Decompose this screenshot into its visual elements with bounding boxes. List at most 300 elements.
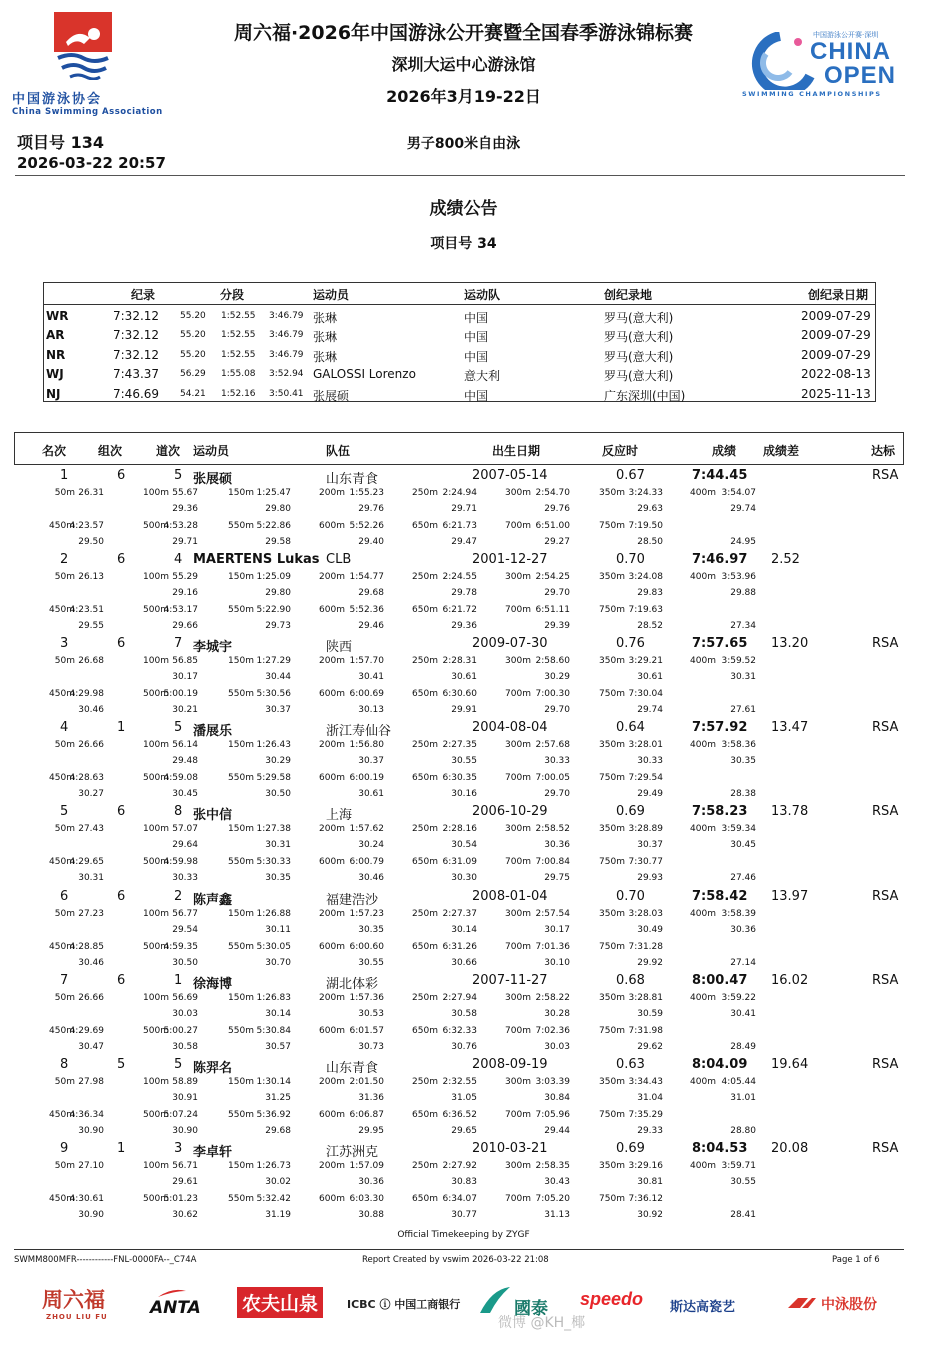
result-dob: 2008-01-04 bbox=[472, 888, 548, 904]
split-lap: 31.13 bbox=[544, 1209, 570, 1220]
split-cumulative: 4:28.63 bbox=[69, 773, 104, 784]
split-cumulative: 5:36.92 bbox=[256, 1109, 291, 1120]
split-distance: 200m bbox=[319, 740, 345, 751]
split-distance: 100m bbox=[143, 1160, 169, 1171]
record-place: 罗马(意大利) bbox=[604, 369, 674, 384]
split-distance: 650m bbox=[412, 773, 438, 784]
split-lap: 29.91 bbox=[451, 705, 477, 716]
result-heat: 1 bbox=[117, 720, 126, 736]
split-cumulative: 5:00.19 bbox=[163, 689, 198, 700]
split-distance: 750m bbox=[599, 1193, 625, 1204]
split-distance: 550m bbox=[228, 689, 254, 700]
result-dob: 2010-03-21 bbox=[472, 1140, 548, 1156]
split-lap: 30.31 bbox=[265, 840, 291, 851]
split-lap: 30.58 bbox=[451, 1008, 477, 1019]
split-distance: 400m bbox=[690, 740, 716, 751]
event-number: 项目号 134 bbox=[17, 133, 104, 152]
result-diff: 19.64 bbox=[771, 1056, 809, 1072]
split-cumulative: 6:30.60 bbox=[442, 689, 477, 700]
sponsor-sidagao: 斯达高瓷艺 bbox=[670, 1300, 736, 1315]
split-distance: 50m bbox=[54, 992, 75, 1003]
split-cumulative: 2:58.60 bbox=[535, 656, 570, 667]
split-distance: 150m bbox=[228, 908, 254, 919]
record-s3: 3:46.79 bbox=[269, 349, 304, 360]
split-lap: 29.74 bbox=[730, 504, 756, 514]
split-lap: 29.83 bbox=[637, 588, 663, 599]
split-lap: 30.43 bbox=[544, 1176, 570, 1187]
result-rank: 4 bbox=[60, 720, 69, 736]
split-distance: 250m bbox=[412, 740, 438, 751]
split-lap: 30.33 bbox=[637, 756, 663, 767]
split-distance: 350m bbox=[599, 992, 625, 1003]
split-lap: 30.35 bbox=[265, 873, 291, 884]
split-lap: 30.50 bbox=[172, 957, 198, 968]
result-name: 陈声鑫 bbox=[193, 892, 233, 908]
split-distance: 200m bbox=[319, 656, 345, 667]
split-distance: 250m bbox=[412, 992, 438, 1003]
record-row bbox=[43, 307, 876, 326]
split-lap: 29.50 bbox=[78, 537, 104, 547]
record-athlete: 张琳 bbox=[313, 330, 338, 345]
split-distance: 550m bbox=[228, 1109, 254, 1120]
split-lap: 28.49 bbox=[730, 1041, 756, 1052]
split-lap: 30.76 bbox=[451, 1041, 477, 1052]
split-lap: 29.40 bbox=[358, 537, 384, 547]
result-heat: 1 bbox=[117, 1140, 126, 1156]
split-distance: 700m bbox=[505, 773, 531, 784]
announcement-title: 成绩公告 bbox=[429, 199, 498, 219]
split-lap: 30.30 bbox=[451, 873, 477, 884]
split-lap: 30.46 bbox=[358, 873, 384, 884]
split-distance: 500m bbox=[143, 1109, 169, 1120]
split-cumulative: 7:05.20 bbox=[535, 1193, 570, 1204]
split-distance: 550m bbox=[228, 521, 254, 531]
split-distance: 100m bbox=[143, 488, 169, 498]
split-lap: 31.36 bbox=[358, 1092, 384, 1103]
result-heat: 6 bbox=[117, 888, 126, 904]
split-cumulative: 2:32.55 bbox=[442, 1076, 477, 1087]
split-cumulative: 5:22.86 bbox=[256, 521, 291, 531]
result-name: 张展硕 bbox=[193, 472, 233, 487]
split-cumulative: 3:28.89 bbox=[628, 824, 663, 835]
result-main-line bbox=[14, 1141, 904, 1159]
split-cumulative: 1:27.38 bbox=[256, 824, 291, 835]
result-heat: 6 bbox=[117, 636, 126, 652]
split-cumulative: 6:51.11 bbox=[535, 605, 570, 616]
report-created: Report Created by vswim 2026-03-22 21:08 bbox=[362, 1255, 549, 1265]
split-lap: 29.74 bbox=[637, 705, 663, 716]
record-s1: 55.20 bbox=[180, 330, 206, 341]
result-main-line bbox=[14, 804, 904, 822]
result-time: 7:57.65 bbox=[692, 636, 748, 652]
results-header-rank: 名次 bbox=[42, 444, 67, 458]
split-distance: 100m bbox=[143, 1076, 169, 1087]
record-row bbox=[43, 385, 876, 404]
split-distance: 600m bbox=[319, 1109, 345, 1120]
sponsor-zhouliufu: 周六福 bbox=[42, 1288, 105, 1312]
record-code: AR bbox=[46, 328, 65, 343]
split-distance: 700m bbox=[505, 1109, 531, 1120]
split-cumulative: 7:35.29 bbox=[628, 1109, 663, 1120]
split-distance: 250m bbox=[412, 908, 438, 919]
split-cumulative: 3:29.16 bbox=[628, 1160, 663, 1171]
split-lap: 29.44 bbox=[544, 1125, 570, 1136]
records-header-line bbox=[43, 304, 876, 305]
result-main-line bbox=[14, 720, 904, 738]
split-cumulative: 55.29 bbox=[172, 572, 198, 583]
split-cumulative: 6:21.73 bbox=[442, 521, 477, 531]
split-distance: 400m bbox=[690, 572, 716, 583]
record-code: NJ bbox=[46, 386, 61, 401]
split-cumulative: 2:54.70 bbox=[535, 488, 570, 498]
split-distance: 300m bbox=[505, 656, 531, 667]
china-open-subtitle: SWIMMING CHAMPIONSHIPS bbox=[742, 90, 882, 98]
records-header-place: 创纪录地 bbox=[604, 288, 653, 302]
results-header-team: 队伍 bbox=[326, 444, 351, 458]
record-row bbox=[43, 365, 876, 384]
split-lap: 30.91 bbox=[172, 1092, 198, 1103]
split-distance: 250m bbox=[412, 824, 438, 835]
split-distance: 550m bbox=[228, 605, 254, 616]
result-row bbox=[14, 1141, 904, 1225]
split-cumulative: 1:26.43 bbox=[256, 740, 291, 751]
split-cumulative: 2:28.16 bbox=[442, 824, 477, 835]
split-distance: 650m bbox=[412, 1193, 438, 1204]
result-rank: 9 bbox=[60, 1140, 69, 1156]
result-rt: 0.69 bbox=[616, 804, 645, 820]
split-cumulative: 3:28.01 bbox=[628, 740, 663, 751]
split-distance: 550m bbox=[228, 1193, 254, 1204]
split-cumulative: 4:53.17 bbox=[163, 605, 198, 616]
split-lap: 28.52 bbox=[637, 621, 663, 632]
split-cumulative: 3:59.34 bbox=[721, 824, 756, 835]
page-number: Page 1 of 6 bbox=[832, 1255, 880, 1265]
split-lap: 30.11 bbox=[265, 924, 291, 935]
split-lap: 30.33 bbox=[172, 873, 198, 884]
split-lap: 30.46 bbox=[78, 705, 104, 716]
record-date: 2009-07-29 bbox=[801, 309, 871, 323]
split-distance: 450m bbox=[49, 521, 75, 531]
results-header-dob: 出生日期 bbox=[492, 444, 541, 458]
split-cumulative: 7:00.84 bbox=[535, 857, 570, 868]
split-lap: 30.14 bbox=[451, 924, 477, 935]
split-lap: 29.62 bbox=[637, 1041, 663, 1052]
result-diff: 20.08 bbox=[771, 1140, 809, 1156]
record-time: 7:32.12 bbox=[113, 328, 160, 343]
split-lap: 29.75 bbox=[544, 873, 570, 884]
split-distance: 350m bbox=[599, 908, 625, 919]
sponsor-icbc: ICBC ⓘ 中国工商银行 bbox=[347, 1298, 461, 1311]
split-cumulative: 6:36.52 bbox=[442, 1109, 477, 1120]
china-open-word-china: CHINA bbox=[810, 38, 891, 65]
split-distance: 350m bbox=[599, 488, 625, 498]
record-team: 中国 bbox=[464, 349, 489, 364]
split-lap: 30.36 bbox=[544, 840, 570, 851]
split-cumulative: 5:30.33 bbox=[256, 857, 291, 868]
split-lap: 30.36 bbox=[358, 1176, 384, 1187]
result-lane: 5 bbox=[174, 1056, 183, 1072]
split-cumulative: 5:29.58 bbox=[256, 773, 291, 784]
result-main-line bbox=[14, 1057, 904, 1075]
split-cumulative: 2:27.94 bbox=[442, 992, 477, 1003]
result-dob: 2008-09-19 bbox=[472, 1056, 548, 1072]
split-distance: 50m bbox=[54, 1076, 75, 1087]
split-lap: 29.27 bbox=[544, 537, 570, 547]
split-cumulative: 6:51.00 bbox=[535, 521, 570, 531]
split-cumulative: 2:27.35 bbox=[442, 740, 477, 751]
split-cumulative: 7:19.50 bbox=[628, 521, 663, 531]
split-lap: 29.54 bbox=[172, 924, 198, 935]
record-s3: 3:46.79 bbox=[269, 330, 304, 341]
split-lap: 30.13 bbox=[358, 705, 384, 716]
record-row bbox=[43, 326, 876, 345]
split-distance: 100m bbox=[143, 656, 169, 667]
split-distance: 550m bbox=[228, 773, 254, 784]
split-lap: 30.49 bbox=[637, 924, 663, 935]
split-lap: 29.80 bbox=[265, 588, 291, 599]
split-cumulative: 3:24.08 bbox=[628, 572, 663, 583]
split-lap: 27.34 bbox=[730, 621, 756, 632]
split-distance: 550m bbox=[228, 941, 254, 952]
split-lap: 30.83 bbox=[451, 1176, 477, 1187]
result-main-line bbox=[14, 636, 904, 654]
split-distance: 200m bbox=[319, 824, 345, 835]
record-s2: 1:52.16 bbox=[221, 388, 256, 399]
record-time: 7:43.37 bbox=[113, 367, 160, 382]
result-diff: 13.20 bbox=[771, 636, 809, 652]
result-dob: 2001-12-27 bbox=[472, 552, 548, 568]
split-cumulative: 27.23 bbox=[78, 908, 104, 919]
split-lap: 29.63 bbox=[637, 504, 663, 514]
split-distance: 750m bbox=[599, 773, 625, 784]
split-distance: 700m bbox=[505, 605, 531, 616]
record-team: 中国 bbox=[464, 388, 489, 403]
result-lane: 8 bbox=[174, 804, 183, 820]
anta-swoosh-icon bbox=[156, 1287, 188, 1299]
split-lap: 30.61 bbox=[358, 789, 384, 800]
split-distance: 500m bbox=[143, 605, 169, 616]
split-cumulative: 2:28.31 bbox=[442, 656, 477, 667]
record-s3: 3:50.41 bbox=[269, 388, 304, 399]
split-lap: 30.45 bbox=[172, 789, 198, 800]
split-distance: 450m bbox=[49, 605, 75, 616]
split-distance: 200m bbox=[319, 992, 345, 1003]
split-distance: 50m bbox=[54, 824, 75, 835]
split-lap: 30.54 bbox=[451, 840, 477, 851]
split-lap: 29.73 bbox=[265, 621, 291, 632]
split-cumulative: 26.68 bbox=[78, 656, 104, 667]
split-cumulative: 27.10 bbox=[78, 1160, 104, 1171]
result-team: 上海 bbox=[326, 808, 353, 824]
records-header-team: 运动队 bbox=[464, 288, 501, 302]
result-dob: 2004-08-04 bbox=[472, 720, 548, 736]
split-distance: 150m bbox=[228, 824, 254, 835]
split-lap: 29.88 bbox=[730, 588, 756, 599]
split-cumulative: 7:00.30 bbox=[535, 689, 570, 700]
results-header-lane: 道次 bbox=[156, 444, 181, 458]
split-cumulative: 3:53.96 bbox=[721, 572, 756, 583]
record-team: 中国 bbox=[464, 330, 489, 345]
split-distance: 200m bbox=[319, 908, 345, 919]
result-std: RSA bbox=[872, 804, 899, 820]
split-distance: 700m bbox=[505, 1193, 531, 1204]
result-team: 山东青食 bbox=[326, 1060, 379, 1076]
split-lap: 28.80 bbox=[730, 1125, 756, 1136]
split-distance: 100m bbox=[143, 908, 169, 919]
result-name: 徐海博 bbox=[193, 976, 233, 992]
split-lap: 29.36 bbox=[451, 621, 477, 632]
record-s2: 1:52.55 bbox=[221, 330, 256, 341]
split-cumulative: 2:58.35 bbox=[535, 1160, 570, 1171]
split-cumulative: 1:55.23 bbox=[349, 488, 384, 498]
split-cumulative: 56.77 bbox=[172, 908, 198, 919]
split-lap: 29.70 bbox=[544, 588, 570, 599]
split-lap: 29.65 bbox=[451, 1125, 477, 1136]
sponsor-anta: ANTA bbox=[150, 1298, 201, 1318]
result-heat: 6 bbox=[117, 552, 126, 568]
split-cumulative: 7:29.54 bbox=[628, 773, 663, 784]
split-lap: 30.31 bbox=[78, 873, 104, 884]
split-cumulative: 5:00.27 bbox=[163, 1025, 198, 1036]
split-cumulative: 3:34.43 bbox=[628, 1076, 663, 1087]
result-row bbox=[14, 720, 904, 804]
split-lap: 29.47 bbox=[451, 537, 477, 547]
result-name: 李城宇 bbox=[193, 640, 233, 656]
split-cumulative: 1:56.80 bbox=[349, 740, 384, 751]
result-row bbox=[14, 1057, 904, 1141]
split-lap: 30.50 bbox=[265, 789, 291, 800]
csa-name-en: China Swimming Association bbox=[12, 107, 163, 117]
split-lap: 30.36 bbox=[730, 924, 756, 935]
split-lap: 29.46 bbox=[358, 621, 384, 632]
split-cumulative: 1:57.23 bbox=[349, 908, 384, 919]
record-time: 7:46.69 bbox=[113, 386, 160, 401]
split-lap: 30.21 bbox=[172, 705, 198, 716]
result-rank: 7 bbox=[60, 972, 69, 988]
result-team: 福建浩沙 bbox=[326, 892, 379, 908]
split-cumulative: 5:22.90 bbox=[256, 605, 291, 616]
split-cumulative: 2:57.68 bbox=[535, 740, 570, 751]
result-row bbox=[14, 973, 904, 1057]
record-row bbox=[43, 346, 876, 365]
record-time: 7:32.12 bbox=[113, 347, 160, 362]
result-rank: 3 bbox=[60, 636, 69, 652]
split-lap: 30.55 bbox=[730, 1176, 756, 1187]
split-cumulative: 3:24.33 bbox=[628, 488, 663, 498]
split-cumulative: 4:29.69 bbox=[69, 1025, 104, 1036]
split-lap: 30.45 bbox=[730, 840, 756, 851]
split-distance: 300m bbox=[505, 824, 531, 835]
split-distance: 400m bbox=[690, 1076, 716, 1087]
record-s2: 1:55.08 bbox=[221, 369, 256, 380]
guotai-bird-icon bbox=[478, 1285, 512, 1315]
split-distance: 100m bbox=[143, 992, 169, 1003]
results-header-heat: 组次 bbox=[98, 444, 123, 458]
split-cumulative: 4:23.51 bbox=[69, 605, 104, 616]
result-heat: 5 bbox=[117, 1056, 126, 1072]
record-s1: 55.20 bbox=[180, 311, 206, 321]
split-lap: 29.66 bbox=[172, 621, 198, 632]
record-place: 广东深圳(中国) bbox=[604, 388, 686, 403]
split-lap: 30.35 bbox=[730, 756, 756, 767]
split-cumulative: 7:02.36 bbox=[535, 1025, 570, 1036]
result-row bbox=[14, 552, 904, 636]
split-cumulative: 7:19.63 bbox=[628, 605, 663, 616]
split-lap: 30.17 bbox=[172, 672, 198, 683]
split-lap: 28.50 bbox=[637, 537, 663, 547]
split-lap: 29.64 bbox=[172, 840, 198, 851]
split-distance: 300m bbox=[505, 908, 531, 919]
split-lap: 31.19 bbox=[265, 1209, 291, 1220]
result-heat: 6 bbox=[117, 804, 126, 820]
split-cumulative: 4:53.28 bbox=[163, 521, 198, 531]
split-lap: 29.71 bbox=[451, 504, 477, 514]
split-distance: 500m bbox=[143, 857, 169, 868]
split-distance: 250m bbox=[412, 1076, 438, 1087]
split-distance: 650m bbox=[412, 1025, 438, 1036]
split-distance: 750m bbox=[599, 1025, 625, 1036]
split-cumulative: 4:59.98 bbox=[163, 857, 198, 868]
china-open-logo bbox=[740, 30, 910, 102]
split-lap: 29.70 bbox=[544, 705, 570, 716]
split-cumulative: 3:59.52 bbox=[721, 656, 756, 667]
record-s1: 56.29 bbox=[180, 369, 206, 380]
split-cumulative: 7:01.36 bbox=[535, 941, 570, 952]
split-lap: 30.37 bbox=[637, 840, 663, 851]
split-cumulative: 6:06.87 bbox=[349, 1109, 384, 1120]
result-time: 7:57.92 bbox=[692, 720, 748, 736]
result-time: 7:44.45 bbox=[692, 468, 748, 483]
record-s3: 3:52.94 bbox=[269, 369, 304, 380]
result-row bbox=[14, 804, 904, 888]
split-lap: 30.77 bbox=[451, 1209, 477, 1220]
split-cumulative: 7:31.28 bbox=[628, 941, 663, 952]
record-s2: 1:52.55 bbox=[221, 311, 256, 321]
split-lap: 30.14 bbox=[265, 1008, 291, 1019]
split-cumulative: 3:54.07 bbox=[721, 488, 756, 498]
split-cumulative: 57.07 bbox=[172, 824, 198, 835]
split-cumulative: 4:59.08 bbox=[163, 773, 198, 784]
results-header-standard: 达标 bbox=[871, 444, 896, 458]
timekeeping-credit: Official Timekeeping by ZYGF bbox=[397, 1230, 530, 1240]
split-lap: 30.29 bbox=[544, 672, 570, 683]
split-cumulative: 3:59.71 bbox=[721, 1160, 756, 1171]
result-team: 陕西 bbox=[326, 640, 353, 656]
split-cumulative: 26.13 bbox=[78, 572, 104, 583]
split-lap: 30.44 bbox=[265, 672, 291, 683]
split-cumulative: 26.66 bbox=[78, 992, 104, 1003]
record-date: 2022-08-13 bbox=[801, 367, 871, 382]
split-cumulative: 26.31 bbox=[78, 488, 104, 498]
split-cumulative: 7:31.98 bbox=[628, 1025, 663, 1036]
split-cumulative: 3:59.22 bbox=[721, 992, 756, 1003]
split-cumulative: 1:57.62 bbox=[349, 824, 384, 835]
result-rt: 0.68 bbox=[616, 972, 645, 988]
china-open-word-open: OPEN bbox=[824, 62, 897, 89]
records-header-record: 纪录 bbox=[131, 288, 156, 302]
split-lap: 24.95 bbox=[730, 537, 756, 547]
result-name: MAERTENS Lukas bbox=[193, 552, 320, 568]
split-distance: 200m bbox=[319, 488, 345, 498]
record-place: 罗马(意大利) bbox=[604, 311, 674, 325]
result-main-line bbox=[14, 468, 904, 486]
split-cumulative: 2:58.52 bbox=[535, 824, 570, 835]
split-distance: 650m bbox=[412, 521, 438, 531]
split-lap: 29.70 bbox=[544, 789, 570, 800]
split-cumulative: 26.66 bbox=[78, 740, 104, 751]
split-cumulative: 56.71 bbox=[172, 1160, 198, 1171]
split-lap: 30.03 bbox=[544, 1041, 570, 1052]
